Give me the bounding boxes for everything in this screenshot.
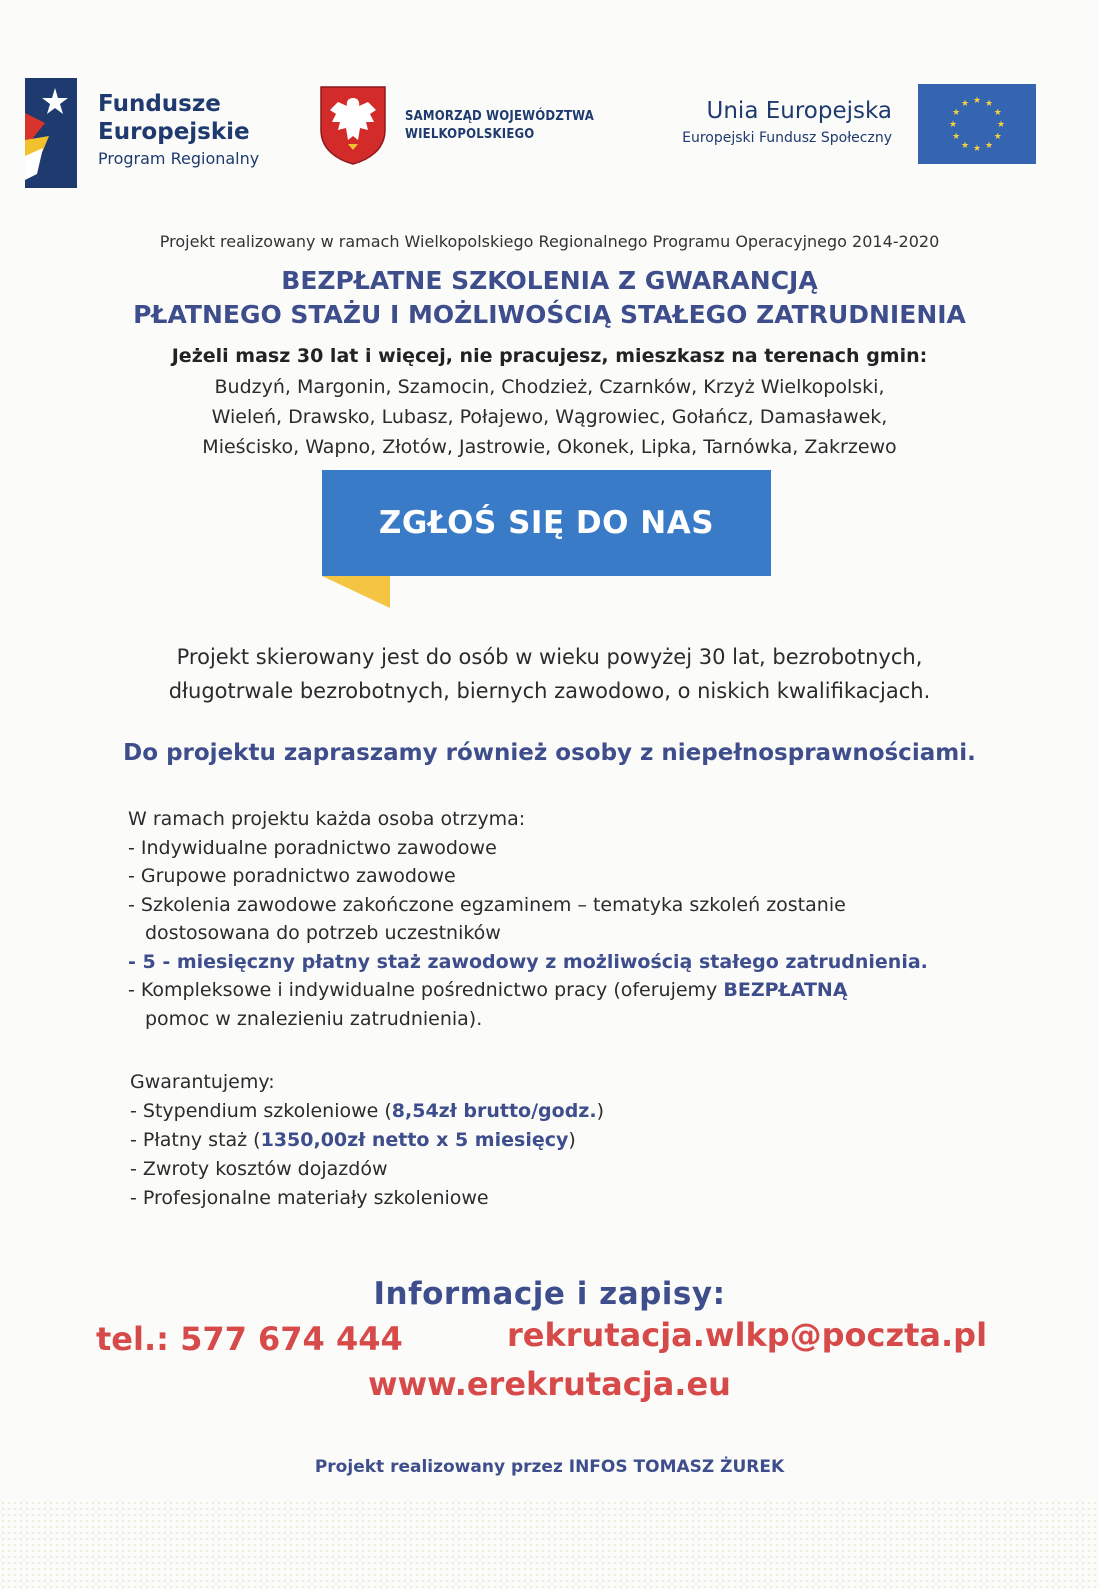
list-item-highlight: - 5 - miesięczny płatny staż zawodowy z możliwością stałego zatrudnienia. (128, 950, 928, 973)
list-item (128, 976, 928, 1005)
list-item: - Zwroty kosztów dojazdów (130, 1158, 388, 1180)
eu-star-icon: ★ (960, 99, 970, 110)
samorzad-line2: WIELKOPOLSKIEGO (405, 127, 535, 142)
towns-line: Wieleń, Drawsko, Lubasz, Połajewo, Wągrowiec, Gołańcz, Damasławek, (211, 406, 888, 428)
towns-line: Budzyń, Margonin, Szamocin, Chodzież, Czarnków, Krzyż Wielkopolski, (214, 376, 885, 398)
eu-star-icon: ★ (993, 108, 1002, 118)
target-line2: długotrwale bezrobotnych, biernych zawodowo, o niskich kwalifikacjach. (168, 679, 931, 703)
towns-list (0, 372, 1099, 462)
list-item-text: - Kompleksowe i indywidualne pośrednictwo pracy (oferujemy (128, 979, 724, 1001)
benefits-intro: W ramach projektu każda osoba otrzyma: (128, 808, 526, 830)
list-item: - Indywidualne poradnictwo zawodowe (128, 836, 497, 859)
guarantee-intro: Gwarantujemy: (130, 1071, 275, 1093)
website-link[interactable]: www.erekrutacja.eu (368, 1365, 731, 1403)
fundusze-europejskie-logo-icon (25, 78, 77, 188)
free-highlight: BEZPŁATNĄ (723, 979, 848, 1001)
project-program-line: Projekt realizowany w ramach Wielkopolskiego Regionalnego Programu Operacyjnego 2014-2020 (159, 232, 940, 251)
email-address[interactable]: rekrutacja.wlkp@poczta.pl (507, 1316, 988, 1354)
fe-title-line1: Fundusze (98, 91, 221, 117)
eu-star-icon: ★ (984, 99, 994, 110)
contact-title: Informacje i zapisy: (373, 1276, 726, 1312)
eu-star-icon: ★ (996, 120, 1006, 130)
eligibility-condition: Jeżeli masz 30 lat i więcej, nie pracujesz, mieszkasz na terenach gmin: (171, 345, 928, 367)
target-group (0, 640, 1099, 708)
eu-star-icon: ★ (952, 108, 961, 118)
list-item-text: ) (568, 1129, 576, 1151)
list-item-continued: pomoc w znalezieniu zatrudnienia). (145, 1007, 483, 1030)
list-item-text: ) (596, 1100, 605, 1122)
phone-number[interactable]: tel.: 577 674 444 (96, 1320, 403, 1358)
list-item-text: - Stypendium szkoleniowe ( (130, 1100, 392, 1122)
list-item (130, 1126, 604, 1155)
footer-implementer: Projekt realizowany przez INFOS TOMASZ ŻUREK (314, 1457, 785, 1477)
apply-banner: ZGŁOŚ SIĘ DO NAS (322, 470, 771, 576)
fe-subtitle: Program Regionalny (98, 149, 260, 168)
eu-star-icon: ★ (972, 144, 982, 154)
headline-line2: PŁATNEGO STAŻU I MOŻLIWOŚCIĄ STAŁEGO ZATRUDNIENIA (133, 300, 966, 329)
target-line1: Projekt skierowany jest do osób w wieku powyżej 30 lat, bezrobotnych, (176, 645, 923, 669)
list-item-continued: dostosowana do potrzeb uczestników (145, 922, 501, 944)
eu-star-icon: ★ (993, 132, 1002, 142)
ue-title: Unia Europejska (706, 98, 892, 124)
ue-subtitle: Europejski Fundusz Społeczny (682, 130, 892, 146)
disability-invite: Do projektu zapraszamy również osoby z niepełnosprawnościami. (123, 740, 976, 766)
list-item: - Szkolenia zawodowe zakończone egzaminem – tematyka szkoleń zostanie (128, 893, 846, 916)
eu-star-icon: ★ (984, 140, 994, 151)
banner-tab-icon (322, 576, 390, 608)
fe-title-line2: Europejskie (98, 119, 250, 145)
list-item (130, 1097, 604, 1126)
headline (0, 264, 1099, 332)
samorzad-text (405, 108, 594, 144)
eu-star-icon: ★ (972, 96, 982, 106)
stipend-amount: 8,54zł brutto/godz. (391, 1100, 597, 1122)
list-item: - Grupowe poradnictwo zawodowe (128, 865, 456, 887)
eagle-crest-icon (318, 84, 388, 166)
internship-amount: 1350,00zł netto x 5 miesięcy (260, 1129, 569, 1151)
list-item-text: - Płatny staż ( (130, 1129, 261, 1151)
samorzad-line1: SAMORZĄD WOJEWÓDZTWA (405, 109, 594, 124)
unia-europejska-text (630, 98, 892, 146)
eu-star-icon: ★ (960, 140, 970, 151)
eu-flag-icon (918, 84, 1036, 164)
fundusze-europejskie-text (98, 90, 259, 168)
dotted-pattern (0, 1500, 1099, 1589)
benefits-list (128, 805, 928, 1033)
eu-star-icon: ★ (952, 132, 961, 142)
towns-line: Mieścisko, Wapno, Złotów, Jastrowie, Okonek, Lipka, Tarnówka, Zakrzewo (202, 436, 897, 458)
guarantee-list (130, 1068, 604, 1213)
list-item: - Profesjonalne materiały szkoleniowe (130, 1187, 489, 1209)
headline-line1: BEZPŁATNE SZKOLENIA Z GWARANCJĄ (281, 266, 818, 295)
eu-star-icon: ★ (948, 120, 958, 130)
